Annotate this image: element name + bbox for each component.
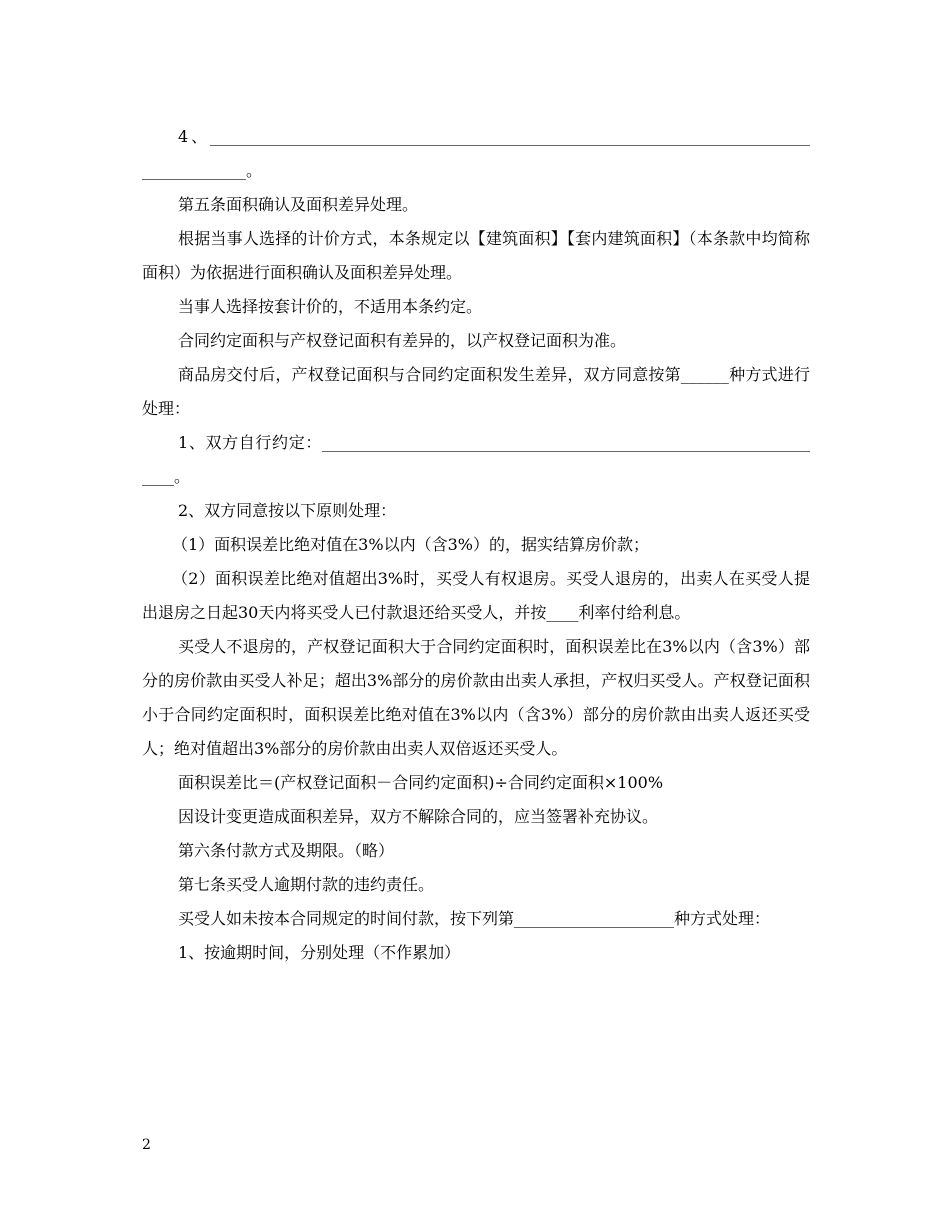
paragraph-item-4-blank: 4、________________________________________________________________________________________。 [142, 127, 810, 180]
paragraph-late-option-1: 1、按逾期时间，分别处理（不作累加） [178, 943, 461, 962]
paragraph-late-payment: 买受人如未按本合同规定的时间付款，按下列第____________________种方式处理： [178, 909, 771, 928]
paragraph-formula: 面积误差比＝(产权登记面积－合同约定面积)÷合同约定面积×100% [178, 773, 664, 792]
paragraph-area-basis: 根据当事人选择的计价方式，本条规定以【建筑面积】【套内建筑面积】（本条款中均简称面积）为依据进行面积确认及面积差异处理。 [142, 229, 810, 282]
article-6-heading: 第六条付款方式及期限。（略） [178, 841, 395, 860]
paragraph-option-2: 2、双方同意按以下原则处理： [178, 501, 397, 520]
paragraph-rule-2: （2）面积误差比绝对值超出3%时，买受人有权退房。买受人退房的，出卖人在买受人提出退房之日起30天内将买受人已付款退还给买受人，并按____利率付给利息。 [142, 569, 810, 622]
article-7-heading: 第七条买受人逾期付款的违约责任。 [178, 875, 435, 894]
paragraph-per-unit-pricing: 当事人选择按套计价的，不适用本条约定。 [178, 297, 483, 316]
page-number: 2 [142, 1137, 151, 1153]
document-body [142, 120, 810, 970]
paragraph-handling-method: 商品房交付后，产权登记面积与合同约定面积发生差异，双方同意按第______种方式进行处理： [142, 365, 810, 418]
paragraph-no-return: 买受人不退房的，产权登记面积大于合同约定面积时，面积误差比在3%以内（含3%）部分的房价款由买受人补足；超出3%部分的房价款由出卖人承担，产权归买受人。产权登记面积小于合同约定面积时，面积误差比绝对值在3%以内（含3%）部分的房价款由出卖人返还买受人；绝对值超出3%部分的房价款由出卖人双倍返还买受人。 [142, 637, 810, 758]
paragraph-area-difference: 合同约定面积与产权登记面积有差异的，以产权登记面积为准。 [178, 331, 627, 350]
paragraph-option-1: 1、双方自行约定：_________________________________________________________________。 [142, 433, 810, 486]
article-5-heading: 第五条面积确认及面积差异处理。 [178, 195, 419, 214]
paragraph-rule-1: （1）面积误差比绝对值在3%以内（含3%）的，据实结算房价款； [172, 535, 649, 554]
paragraph-design-change: 因设计变更造成面积差异，双方不解除合同的，应当签署补充协议。 [178, 807, 659, 826]
